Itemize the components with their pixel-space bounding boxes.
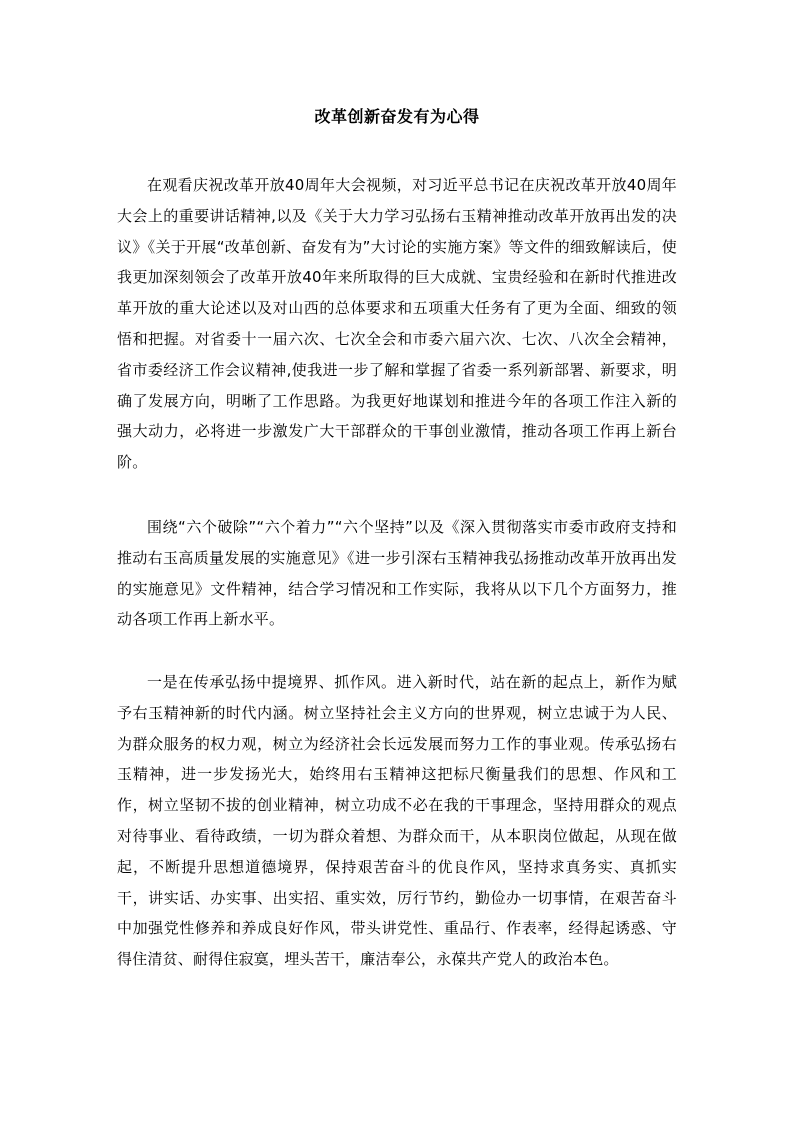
- body-paragraph-1: 在观看庆祝改革开放40周年大会视频，对习近平总书记在庆祝改革开放40周年大会上的重要讲话精神,以及《关于大力学习弘扬右玉精神推动改革开放再出发的决议》《关于开展“改革创新、奋发有为”大讨论的实施方案》等文件的细致解读后，使我更加深刻领会了改革开放40年来所取得的巨大成就、宝贵经验和在新时代推进改革开放的重大论述以及对山西的总体要求和五项重大任务有了更为全面、细致的领悟和把握。对省委十一届六次、七次全会和市委六届六次、七次、八次全会精神，省市委经济工作会议精神,使我进一步了解和掌握了省委一系列新部署、新要求，明确了发展方向，明晰了工作思路。为我更好地谋划和推进今年的各项工作注入新的强大动力，必将进一步激发广大干部群众的干事创业激情，推动各项工作再上新台阶。: [117, 176, 677, 472]
- body-paragraph-3: 一是在传承弘扬中提境界、抓作风。进入新时代，站在新的起点上，新作为赋予右玉精神新的时代内涵。树立坚持社会主义方向的世界观，树立忠诚于为人民、为群众服务的权力观，树立为经济社会长远发展而努力工作的事业观。传承弘扬右玉精神，进一步发扬光大，始终用右玉精神这把标尺衡量我们的思想、作风和工作，树立坚韧不拔的创业精神，树立功成不必在我的干事理念，坚持用群众的观点对待事业、看待政绩，一切为群众着想、为群众而干，从本职岗位做起，从现在做起，不断提升思想道德境界，保持艰苦奋斗的优良作风，坚持求真务实、真抓实干，讲实话、办实事、出实招、重实效，厉行节约，勤俭办一切事情，在艰苦奋斗中加强党性修养和养成良好作风，带头讲党性、重品行、作表率，经得起诱惑、守得住清贫、耐得住寂寞，埋头苦干，廉洁奉公，永葆共产党人的政治本色。: [117, 673, 677, 969]
- document-title: 改革创新奋发有为心得: [314, 107, 480, 126]
- body-paragraph-2: 围绕“六个破除”“六个着力”“六个坚持”以及《深入贯彻落实市委市政府支持和推动右玉高质量发展的实施意见》《进一步引深右玉精神我弘扬推动改革开放再出发的实施意见》文件精神，结合学习情况和工作实际，我将从以下几个方面努力，推动各项工作再上新水平。: [117, 518, 677, 629]
